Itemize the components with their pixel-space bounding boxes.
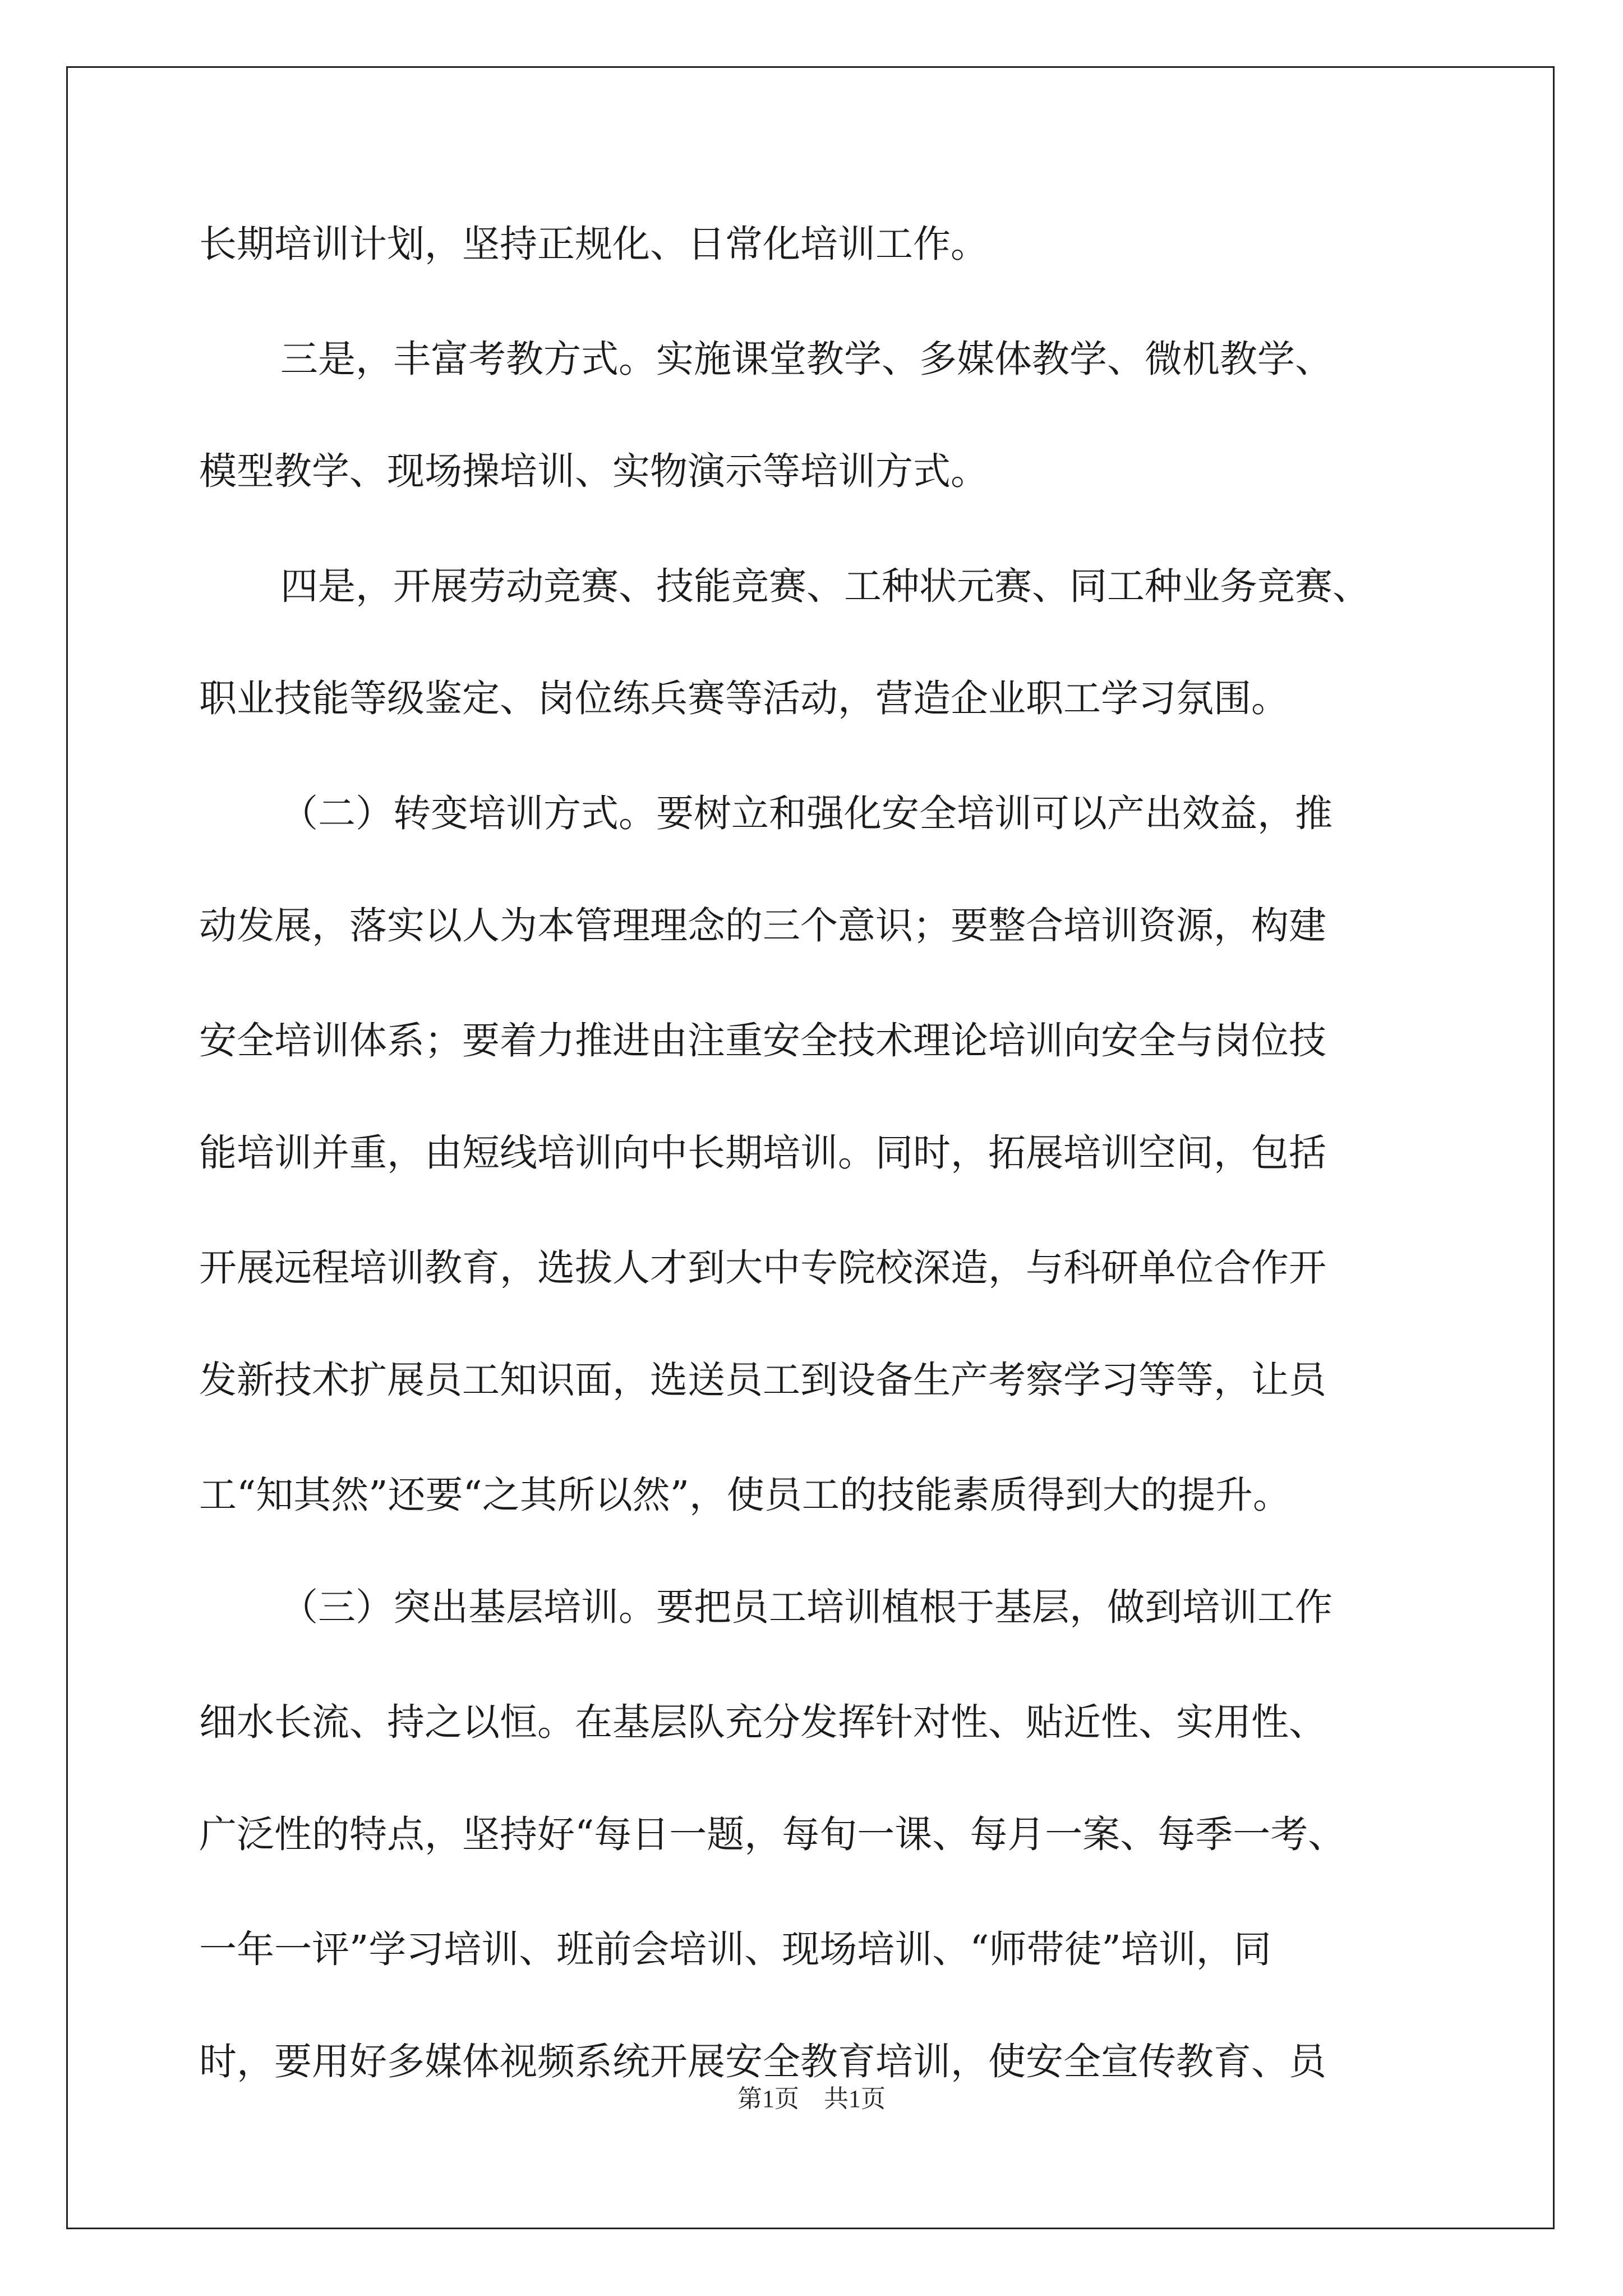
text-line-6: （二）转变培训方式。要树立和强化安全培训可以产出效益，推 xyxy=(280,792,1332,835)
text-line-17: 时，要用好多媒体视频系统开展安全教育培训，使安全宣传教育、员 xyxy=(199,2040,1326,2083)
text-line-3: 模型教学、现场操培训、实物演示等培训方式。 xyxy=(199,449,988,493)
page-number-footer: 第1页 共1页 xyxy=(737,2085,886,2113)
text-line-10: 开展远程培训教育，选拔人才到大中专院校深造，与科研单位合作开 xyxy=(199,1246,1326,1290)
text-line-1: 长期培训计划，坚持正规化、日常化培训工作。 xyxy=(199,222,988,266)
text-line-8: 安全培训体系；要着力推进由注重安全技术理论培训向安全与岗位技 xyxy=(199,1019,1326,1062)
text-line-9: 能培训并重，由短线培训向中长期培训。同时，拓展培训空间，包括 xyxy=(199,1131,1326,1175)
text-line-15: 广泛性的特点，坚持好“每日一题，每旬一课、每月一案、每季一考、 xyxy=(199,1812,1346,1856)
text-line-5: 职业技能等级鉴定、岗位练兵赛等活动，营造企业职工学习氛围。 xyxy=(199,677,1289,720)
text-line-7: 动发展，落实以人为本管理理念的三个意识；要整合培训资源，构建 xyxy=(199,904,1326,947)
text-line-4: 四是，开展劳动竞赛、技能竞赛、工种状元赛、同工种业务竞赛、 xyxy=(280,564,1370,608)
text-line-16: 一年一评”学习培训、班前会培训、现场培训、“师带徒”培训，同 xyxy=(199,1927,1271,1971)
text-line-11: 发新技术扩展员工知识面，选送员工到设备生产考察学习等等，让员 xyxy=(199,1358,1326,1402)
text-line-12: 工“知其然”还要“之其所以然”，使员工的技能素质得到大的提升。 xyxy=(199,1473,1291,1517)
text-line-13: （三）突出基层培训。要把员工培训植根于基层，做到培训工作 xyxy=(280,1585,1332,1629)
text-line-14: 细水长流、持之以恒。在基层队充分发挥针对性、贴近性、实用性、 xyxy=(199,1700,1326,1744)
text-line-2: 三是，丰富考教方式。实施课堂教学、多媒体教学、微机教学、 xyxy=(280,337,1332,381)
